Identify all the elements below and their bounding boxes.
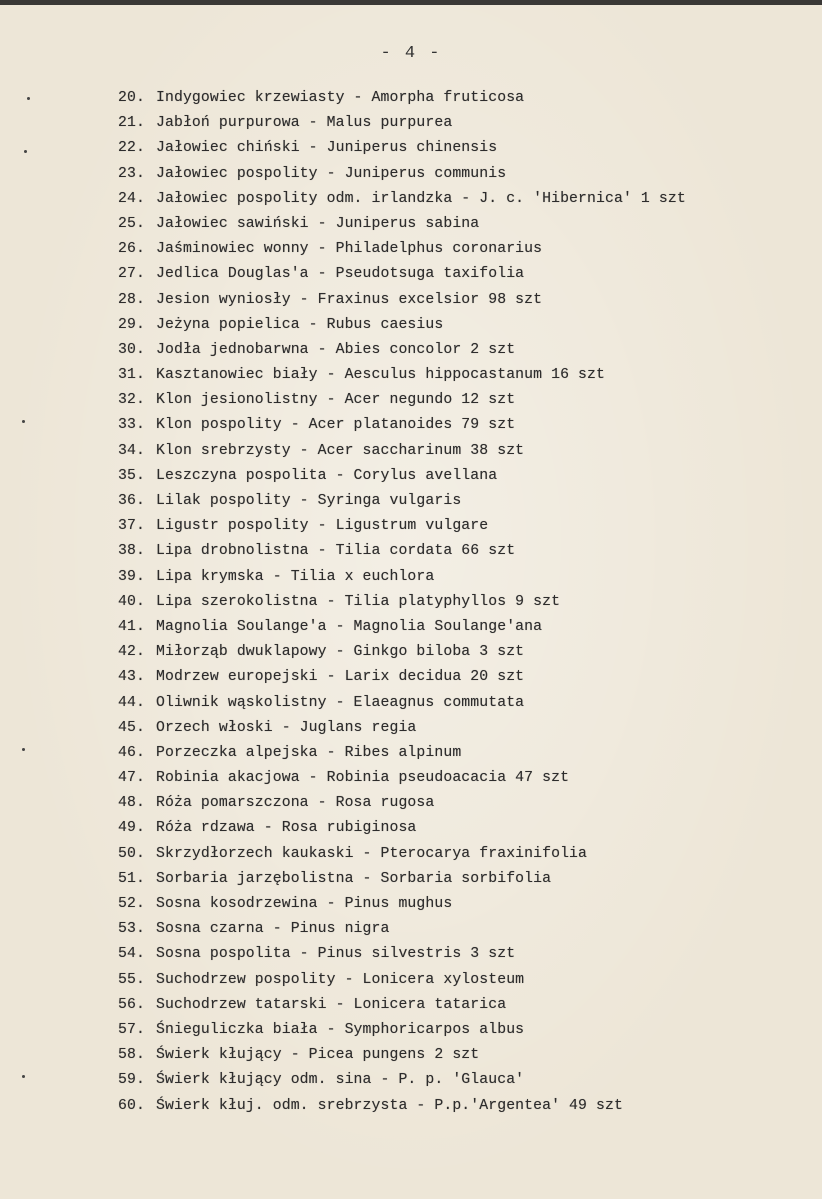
item-number: 35. (118, 467, 145, 484)
margin-speck (24, 150, 27, 153)
list-item (118, 86, 798, 111)
item-number: 53. (118, 921, 145, 938)
item-number: 47. (118, 770, 145, 787)
list-item (118, 111, 798, 136)
item-number: 22. (118, 140, 145, 157)
item-number: 51. (118, 870, 145, 887)
item-number: 56. (118, 996, 145, 1013)
list-item (118, 716, 798, 741)
item-number: 27. (118, 266, 145, 283)
item-text: Jesion wyniosły - Fraxinus excelsior 98 szt (156, 291, 543, 308)
list-item (118, 1043, 798, 1068)
item-text: Klon pospolity - Acer platanoides 79 szt (156, 417, 516, 434)
item-number: 43. (118, 669, 145, 686)
item-text: Oliwnik wąskolistny - Elaeagnus commutata (156, 694, 525, 711)
item-number: 55. (118, 971, 145, 988)
item-number: 52. (118, 896, 145, 912)
item-text: Róża pomarszczona - Rosa rugosa (156, 795, 435, 812)
item-number: 20. (118, 90, 145, 106)
item-number: 37. (118, 518, 145, 535)
list-item (118, 262, 798, 287)
list-item (118, 237, 798, 262)
item-number: 57. (118, 1021, 145, 1038)
margin-speck (22, 420, 25, 423)
item-text: Lipa drobnolistna - Tilia cordata 66 szt (156, 543, 516, 560)
item-number: 41. (118, 618, 145, 635)
item-text: Róża rdzawa - Rosa rubiginosa (156, 820, 417, 837)
item-text: Sosna kosodrzewina - Pinus mughus (156, 896, 453, 912)
margin-speck (27, 97, 30, 100)
list-item (118, 489, 798, 514)
item-text: Świerk kłujący - Picea pungens 2 szt (156, 1047, 480, 1064)
item-text: Lipa szerokolistna - Tilia platyphyllos 9 szt (156, 593, 561, 610)
item-number: 21. (118, 115, 145, 132)
list-item (118, 1068, 798, 1093)
list-item (118, 968, 798, 993)
list-item (118, 942, 798, 967)
list-item (118, 514, 798, 539)
list-item (118, 212, 798, 237)
list-item (118, 917, 798, 942)
item-number: 59. (118, 1072, 145, 1089)
item-text: Robinia akacjowa - Robinia pseudoacacia 47 szt (156, 770, 570, 787)
item-text: Sosna pospolita - Pinus silvestris 3 szt (156, 946, 516, 963)
list-item (118, 413, 798, 438)
item-number: 28. (118, 291, 145, 308)
item-number: 25. (118, 215, 145, 232)
list-item (118, 867, 798, 892)
item-number: 24. (118, 190, 145, 207)
item-text: Sosna czarna - Pinus nigra (156, 921, 390, 938)
item-number: 38. (118, 543, 145, 560)
list-item (118, 363, 798, 388)
item-number: 30. (118, 341, 145, 358)
list-item (118, 741, 798, 766)
list-item (118, 892, 798, 917)
item-number: 31. (118, 367, 145, 384)
list-item (118, 313, 798, 338)
item-text: Porzeczka alpejska - Ribes alpinum (156, 744, 462, 761)
list-item (118, 665, 798, 690)
list-item (118, 640, 798, 665)
item-text: Lilak pospolity - Syringa vulgaris (156, 493, 462, 509)
list-item (118, 539, 798, 564)
margin-speck (22, 748, 25, 751)
item-text: Skrzydłorzech kaukaski - Pterocarya fraxinifolia (156, 845, 588, 862)
list-item (118, 816, 798, 841)
list-item (118, 791, 798, 816)
list-item (118, 766, 798, 791)
item-text: Lipa krymska - Tilia x euchlora (156, 568, 435, 585)
item-text: Jałowiec pospolity odm. irlandzka - J. c. 'Hibernica' 1 szt (156, 190, 686, 207)
item-text: Jeżyna popielica - Rubus caesius (156, 316, 444, 333)
list-item (118, 338, 798, 363)
item-text: Jaśminowiec wonny - Philadelphus coronarius (156, 241, 543, 258)
list-item (118, 842, 798, 867)
item-text: Indygowiec krzewiasty - Amorpha fruticosa (156, 90, 525, 106)
item-number: 44. (118, 694, 145, 711)
list-item (118, 565, 798, 590)
item-text: Sorbaria jarzębolistna - Sorbaria sorbifolia (156, 870, 552, 887)
item-text: Orzech włoski - Juglans regia (156, 719, 417, 736)
item-number: 26. (118, 241, 145, 258)
list-item (118, 691, 798, 716)
item-number: 40. (118, 593, 145, 610)
list-item (118, 464, 798, 489)
item-text: Ligustr pospolity - Ligustrum vulgare (156, 518, 489, 535)
list-item (118, 1094, 798, 1119)
item-text: Jałowiec chiński - Juniperus chinensis (156, 140, 498, 157)
item-number: 60. (118, 1097, 145, 1114)
item-text: Miłorząb dwuklapowy - Ginkgo biloba 3 szt (156, 644, 525, 661)
list-item (118, 388, 798, 413)
item-number: 34. (118, 442, 145, 459)
item-number: 29. (118, 316, 145, 333)
item-text: Śnieguliczka biała - Symphoricarpos albus (156, 1021, 525, 1038)
list-item (118, 187, 798, 212)
item-text: Klon jesionolistny - Acer negundo 12 szt (156, 392, 516, 409)
item-number: 58. (118, 1047, 145, 1064)
list-item (118, 136, 798, 161)
page-number: - 4 - (380, 44, 442, 63)
item-text: Kasztanowiec biały - Aesculus hippocastanum 16 szt (156, 367, 605, 384)
item-number: 50. (118, 845, 145, 862)
item-text: Świerk kłuj. odm. srebrzysta - P.p.'Argentea' 49 szt (156, 1097, 623, 1114)
item-number: 46. (118, 744, 145, 761)
item-text: Świerk kłujący odm. sina - P. p. 'Glauca' (156, 1072, 525, 1089)
top-border (0, 0, 822, 5)
item-number: 48. (118, 795, 145, 812)
item-text: Jedlica Douglas'a - Pseudotsuga taxifolia (156, 266, 525, 283)
list-item (118, 615, 798, 640)
item-number: 45. (118, 719, 145, 736)
item-text: Modrzew europejski - Larix decidua 20 szt (156, 669, 525, 686)
list-item (118, 590, 798, 615)
item-number: 42. (118, 644, 145, 661)
item-number: 36. (118, 493, 145, 509)
item-text: Jodła jednobarwna - Abies concolor 2 szt (156, 341, 516, 358)
item-text: Magnolia Soulange'a - Magnolia Soulange'ana (156, 618, 543, 635)
item-number: 33. (118, 417, 145, 434)
margin-speck (22, 1075, 25, 1078)
item-number: 49. (118, 820, 145, 837)
list-item (118, 288, 798, 313)
list-item (118, 162, 798, 187)
item-text: Jałowiec sawiński - Juniperus sabina (156, 215, 480, 232)
item-text: Jałowiec pospolity - Juniperus communis (156, 165, 507, 182)
item-text: Suchodrzew pospolity - Lonicera xylosteum (156, 971, 525, 988)
item-number: 39. (118, 568, 145, 585)
list-item (118, 1018, 798, 1043)
item-text: Jabłoń purpurowa - Malus purpurea (156, 115, 453, 132)
list-item (118, 993, 798, 1018)
item-number: 23. (118, 165, 145, 182)
item-text: Suchodrzew tatarski - Lonicera tatarica (156, 996, 507, 1013)
list-item (118, 439, 798, 464)
item-text: Klon srebrzysty - Acer saccharinum 38 szt (156, 442, 525, 459)
species-list (118, 86, 798, 1119)
item-text: Leszczyna pospolita - Corylus avellana (156, 467, 498, 484)
item-number: 32. (118, 392, 145, 409)
item-number: 54. (118, 946, 145, 963)
